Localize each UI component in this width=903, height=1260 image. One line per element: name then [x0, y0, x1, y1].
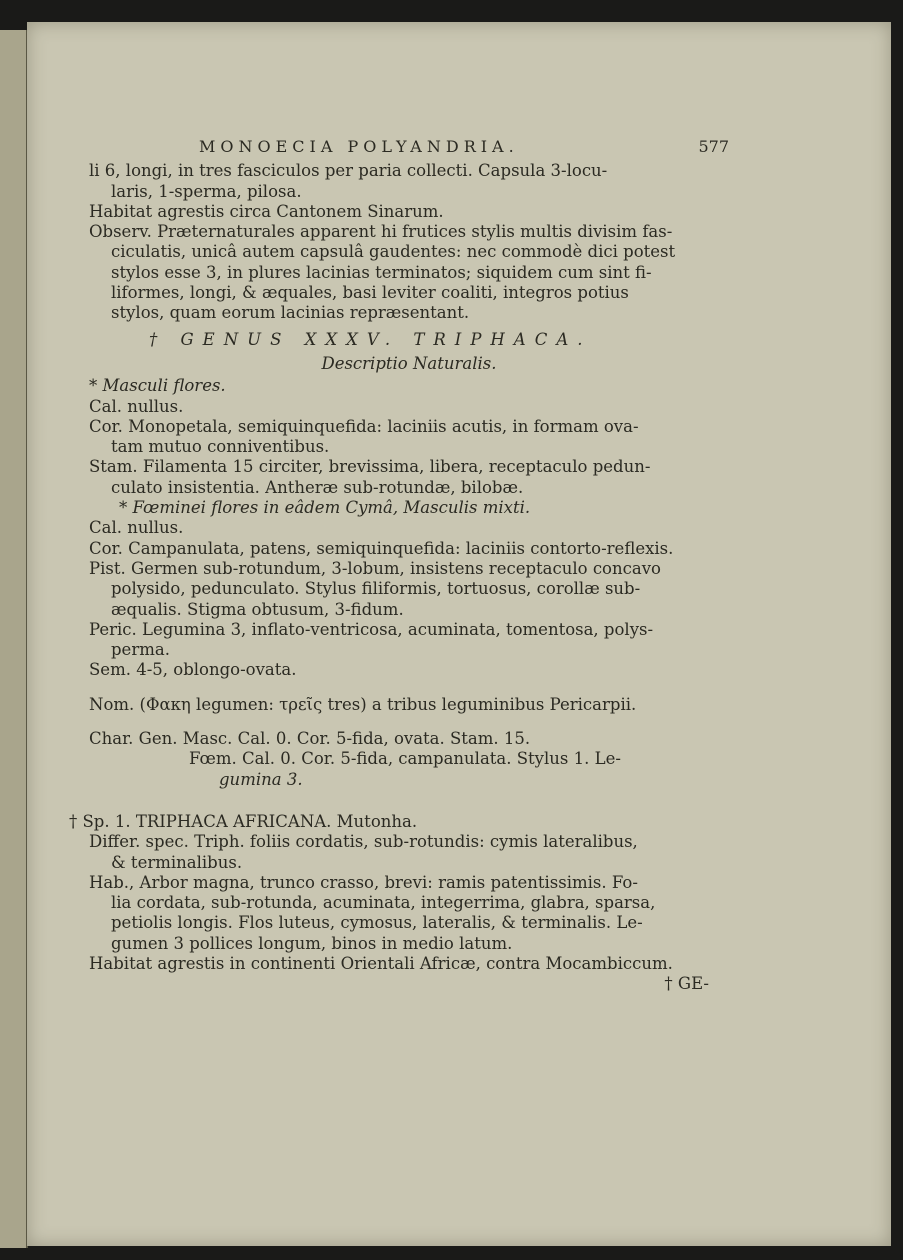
text-line: Habitat agrestis in continenti Orientali Africæ, contra Mocambiccum.: [89, 953, 673, 973]
text-line: laris, 1-sperma, pilosa.: [111, 181, 302, 201]
text-line: stylos, quam eorum lacinias repræsentant.: [111, 303, 470, 323]
text-line: Cal. nullus.: [89, 518, 184, 538]
text-line: & terminalibus.: [111, 852, 243, 872]
species-heading: † Sp. 1. TRIPHACA AFRICANA. Mutonha.: [69, 811, 418, 831]
text-line: Cor. Campanulata, patens, semiquinquefida: laciniis contorto-reflexis.: [89, 538, 674, 558]
text-line: ciculatis, unicâ autem capsulâ gaudentes: nec commodè dici potest: [111, 242, 676, 262]
text-line: perma.: [111, 640, 170, 660]
text-line: Sem. 4-5, oblongo-ovata.: [89, 660, 297, 680]
running-header: [89, 137, 729, 157]
text-line: lia cordata, sub-rotunda, acuminata, integerrima, glabra, sparsa,: [111, 893, 656, 913]
text-line: Fœm. Cal. 0. Cor. 5-fida, campanulata. Stylus 1. Le-: [189, 749, 621, 769]
previous-page-edge: [0, 30, 28, 1248]
text-line: gumen 3 pollices longum, binos in medio latum.: [111, 933, 513, 953]
catchword: † GE-: [664, 974, 709, 994]
page-text: [69, 137, 729, 995]
text-line: Char. Gen. Masc. Cal. 0. Cor. 5-fida, ovata. Stam. 15.: [89, 729, 531, 749]
text-line: Habitat agrestis circa Cantonem Sinarum.: [89, 201, 444, 221]
text-line: polysido, pedunculato. Stylus filiformis, tortuosus, corollæ sub-: [111, 579, 641, 599]
book-page: [27, 22, 891, 1246]
header-title: MONOECIA POLYANDRIA.: [199, 137, 519, 156]
text-line: Peric. Legumina 3, inflato-ventricosa, acuminata, tomentosa, polys-: [89, 619, 654, 639]
text-line: liformes, longi, & æquales, basi leviter coaliti, integros potius: [111, 283, 629, 303]
text-line: Cal. nullus.: [89, 396, 184, 416]
text-line: Differ. spec. Triph. foliis cordatis, sub-rotundis: cymis lateralibus,: [89, 832, 638, 852]
text-line: li 6, longi, in tres fasciculos per paria collecti. Capsula 3-locu-: [89, 161, 608, 181]
text-line: Cor. Monopetala, semiquinquefida: laciniis acutis, in formam ova-: [89, 416, 639, 436]
text-line: Pist. Germen sub-rotundum, 3-lobum, insistens receptaculo concavo: [89, 558, 661, 578]
text-line: Stam. Filamenta 15 circiter, brevissima, libera, receptaculo pedun-: [89, 457, 651, 477]
text-line: Hab., Arbor magna, trunco crasso, brevi: ramis patentissimis. Fo-: [89, 872, 638, 892]
text-line: culato insistentia. Antheræ sub-rotundæ, bilobæ.: [111, 477, 524, 497]
text-line: Nom. (Φακη legumen: τρεῖς tres) a tribus leguminibus Pericarpii.: [89, 694, 637, 714]
text-line: æqualis. Stigma obtusum, 3-fidum.: [111, 599, 404, 619]
text-line: Observ. Præternaturales apparent hi frutices stylis multis divisim fas-: [89, 222, 673, 242]
text-line: * Masculi flores.: [89, 376, 226, 396]
text-line: * Fœminei flores in eâdem Cymâ, Masculis mixti.: [119, 498, 531, 518]
text-line: gumina 3.: [219, 769, 303, 789]
page-number: 577: [698, 137, 729, 156]
genus-heading: † GENUS XXXV. TRIPHACA.: [149, 329, 592, 349]
text-line: petiolis longis. Flos luteus, cymosus, lateralis, & terminalis. Le-: [111, 913, 643, 933]
text-line: stylos esse 3, in plures lacinias terminatos; siquidem cum sint fi-: [111, 262, 652, 282]
text-line: tam mutuo conniventibus.: [111, 437, 330, 457]
section-heading: Descriptio Naturalis.: [321, 353, 497, 373]
